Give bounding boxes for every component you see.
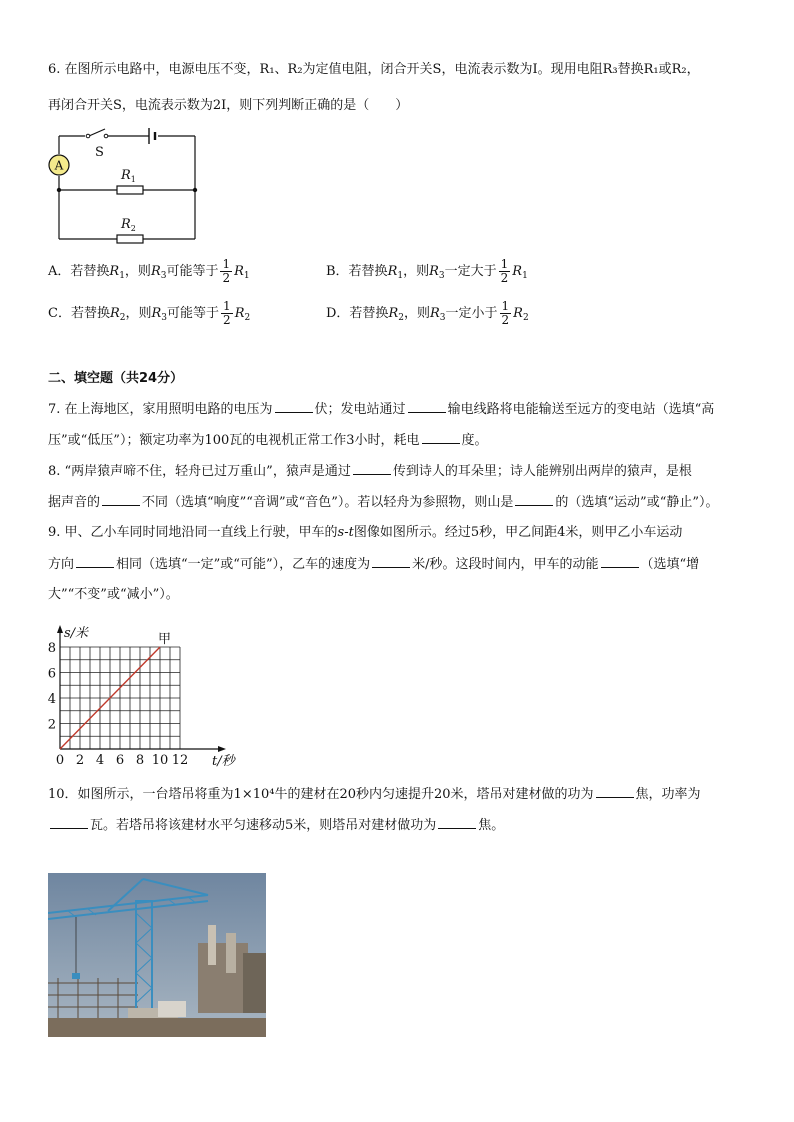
fraction-half: $\frac{1}{2}$: [500, 257, 509, 285]
option-d[interactable]: D．若替换$R_2$，则$R_3$一定小于 $\frac{1}{2}$ $R_2$: [326, 299, 529, 327]
q10-blank-2[interactable]: [50, 815, 88, 829]
q8-line1: 8. “两岸猿声啼不住，轻舟已过万重山”，猿声是通过 传到诗人的耳朵里；诗人能辨别出两岸的猿声，是根: [48, 461, 758, 482]
x-tick-label: 6: [115, 753, 125, 768]
x-tick-label: 12: [171, 753, 189, 768]
q6-stem-line1: 6. 在图所示电路中，电源电压不变，R₁、R₂为定值电阻，闭合开关S，电流表示数为I。现用电阻R₃替换R₁或R₂，: [48, 62, 700, 77]
q7-blank-3[interactable]: [422, 430, 460, 444]
q7-line2: 压”或“低压”）；额定功率为100瓦的电视机正常工作3小时，耗电 度。: [48, 430, 758, 451]
option-c[interactable]: C．若替换$R_2$，则$R_3$可能等于 $\frac{1}{2}$ $R_2$: [48, 299, 251, 327]
x-tick-label: 0: [55, 753, 65, 768]
series-label-jia: 甲: [158, 632, 172, 647]
r2-sub: 2: [130, 224, 136, 233]
y-tick-label: 4: [47, 692, 56, 707]
q9-line1: 9. 甲、乙小车同时同地沿同一直线上行驶，甲车的s-t图像如图所示。经过5秒，甲乙间距4米，则甲乙小车运动: [48, 525, 683, 540]
ammeter-label: A: [54, 158, 64, 173]
q8-line2: 据声音的 不同（选填“响度”“音调”或“音色”）。若以轻舟为参照物，则山是 的（选填“运动”或“静止”）。: [48, 492, 758, 513]
x-tick-label: 8: [135, 753, 145, 768]
st-chart: [44, 616, 244, 771]
svg-text:R2: [120, 217, 136, 233]
section-heading: 二、填空题（共24分）: [48, 371, 184, 386]
q9-blank-2[interactable]: [372, 554, 410, 568]
q7-blank-2[interactable]: [408, 399, 446, 413]
fraction-half: $\frac{1}{2}$: [501, 299, 510, 327]
x-axis-arrow: [218, 746, 226, 752]
q9-line3: 大”“不变”或“减小”）。: [48, 587, 179, 602]
q7-line1: 7. 在上海地区，家用照明电路的电压为 伏；发电站通过 输电线路将电能输送至远方的变电站（选填“高: [48, 399, 758, 420]
x-tick-label: 10: [151, 753, 169, 768]
tower-crane-photo: [48, 873, 266, 1037]
q9-line2: 方向 相同（选填“一定”或“可能”），乙车的速度为 米/秒。这段时间内，甲车的动能 （选填“增: [48, 554, 758, 575]
q10-line1: 10．如图所示，一台塔吊将重为1×10⁴牛的建材在20秒内匀速提升20米，塔吊对建材做的功为 焦，功率为: [48, 784, 758, 805]
option-b[interactable]: B．若替换$R_1$，则$R_3$一定大于 $\frac{1}{2}$ $R_1$: [326, 257, 528, 285]
y-axis-label: s/米: [64, 626, 89, 641]
fraction-half: $\frac{1}{2}$: [223, 299, 231, 327]
x-tick-label: 4: [95, 753, 105, 768]
q8-blank-1[interactable]: [353, 461, 391, 475]
q10-blank-3[interactable]: [438, 815, 476, 829]
y-tick-label: 6: [47, 666, 56, 682]
x-axis-label: t/秒: [212, 754, 235, 769]
switch-blade: [89, 129, 105, 136]
r1-sub: 1: [130, 175, 136, 184]
switch-label: S: [95, 145, 104, 160]
q8-blank-3[interactable]: [515, 492, 553, 506]
q9-blank-3[interactable]: [601, 554, 639, 568]
y-axis-arrow: [57, 625, 63, 633]
r2-label: R: [121, 217, 131, 232]
y-tick-label: 2: [47, 717, 56, 733]
resistor-r2: [117, 235, 143, 243]
resistor-r1: [117, 186, 143, 194]
q6-stem-line2: 再闭合开关S，电流表示数为2I，则下列判断正确的是（ ）: [48, 98, 409, 113]
q9-blank-1[interactable]: [76, 554, 114, 568]
q7-blank-1[interactable]: [275, 399, 313, 413]
q8-blank-2[interactable]: [102, 492, 140, 506]
y-tick-label: 8: [47, 641, 56, 656]
r1-label: R: [121, 168, 131, 183]
q10-line2: 瓦。若塔吊将该建材水平匀速移动5米，则塔吊对建材做功为 焦。: [48, 815, 758, 836]
x-tick-label: 2: [75, 753, 85, 768]
q10-blank-1[interactable]: [596, 784, 634, 798]
circuit-diagram: [45, 124, 205, 244]
fraction-half: $\frac{1}{2}$: [222, 257, 231, 285]
svg-text:R1: [120, 168, 136, 184]
option-a[interactable]: A．若替换$R_1$，则$R_3$可能等于 $\frac{1}{2}$ $R_1$: [48, 257, 250, 285]
